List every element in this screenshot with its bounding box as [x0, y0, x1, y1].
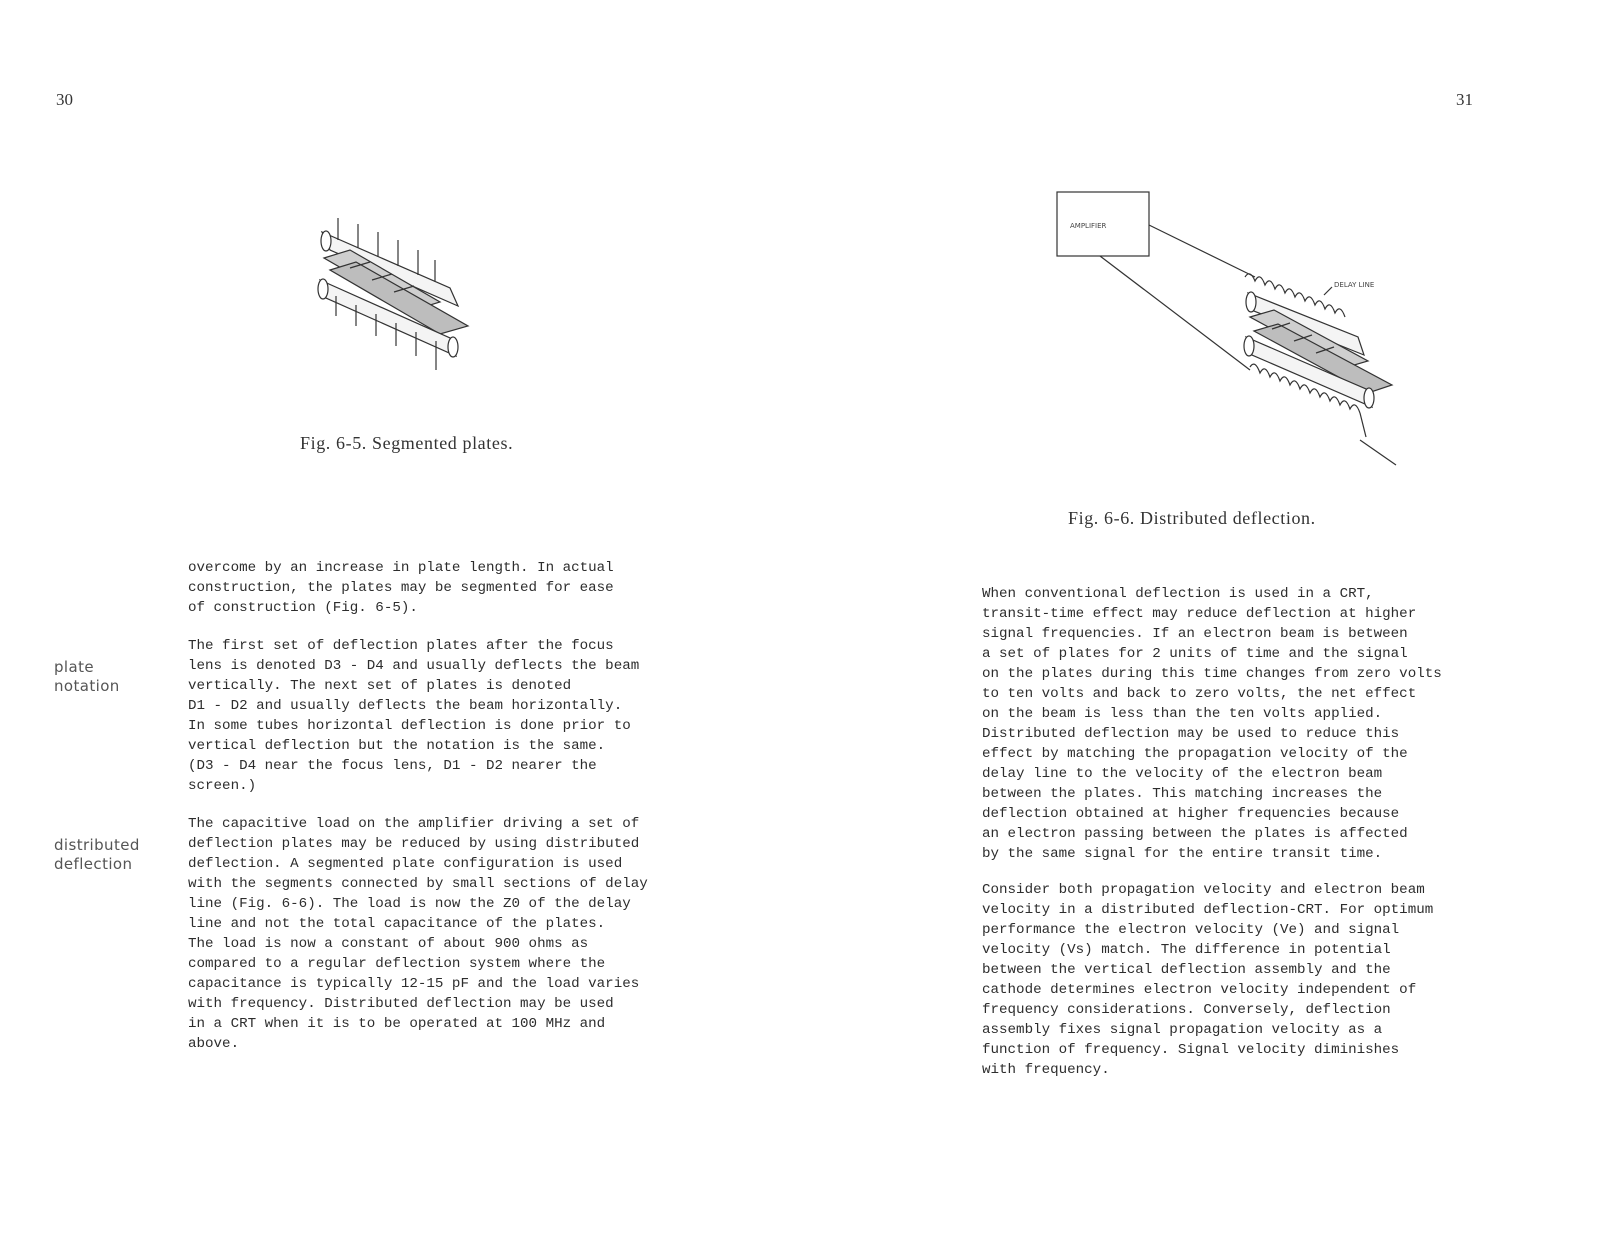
text-line: When conventional deflection is used in a CRT, [982, 586, 1374, 602]
text-line: deflection. A segmented plate configuration is used [188, 856, 623, 872]
amplifier-label: AMPLIFIER [1070, 222, 1107, 230]
paragraph [982, 584, 1442, 864]
text-line: capacitance is typically 12-15 pF and the load varies [188, 976, 640, 992]
text-line: vertically. The next set of plates is denoted [188, 678, 572, 694]
distributed-deflection-figure [1050, 185, 1410, 475]
margin-note-distributed-deflection [54, 836, 140, 874]
text-line: overcome by an increase in plate length. In actual [188, 560, 614, 576]
text-line: effect by matching the propagation velocity of the [982, 746, 1408, 762]
text-line: transit-time effect may reduce deflection at higher [982, 606, 1417, 622]
delay-line-label: DELAY LINE [1334, 281, 1375, 289]
text-line: a set of plates for 2 units of time and the signal [982, 646, 1408, 662]
text-line: line and not the total capacitance of the plates. [188, 916, 606, 932]
text-line: lens is denoted D3 - D4 and usually deflects the beam [188, 658, 640, 674]
text-line: signal frequencies. If an electron beam is between [982, 626, 1408, 642]
text-line: by the same signal for the entire transit time. [982, 846, 1383, 862]
paragraph [188, 636, 639, 796]
paragraph [982, 880, 1433, 1080]
text-line: on the beam is less than the ten volts applied. [982, 706, 1383, 722]
text-line: performance the electron velocity (Ve) and signal [982, 922, 1400, 938]
figure-caption: Fig. 6-6. Distributed deflection. [1068, 508, 1316, 528]
text-line: screen.) [188, 778, 257, 794]
right-page [800, 0, 1600, 1237]
text-line: compared to a regular deflection system where the [188, 956, 606, 972]
text-line: vertical deflection but the notation is the same. [188, 738, 606, 754]
segmented-plates-figure [310, 210, 480, 385]
text-line: in a CRT when it is to be operated at 100 MHz and [188, 1016, 606, 1032]
margin-note-line: plate [54, 658, 94, 676]
text-line: on the plates during this time changes from zero volts [982, 666, 1442, 682]
text-line: frequency considerations. Conversely, deflection [982, 1002, 1391, 1018]
text-line: of construction (Fig. 6-5). [188, 600, 418, 616]
text-line: In some tubes horizontal deflection is done prior to [188, 718, 631, 734]
text-line: deflection plates may be reduced by using distributed [188, 836, 640, 852]
page-number: 31 [1456, 90, 1473, 109]
text-line: with frequency. Distributed deflection may be used [188, 996, 614, 1012]
text-line: between the vertical deflection assembly and the [982, 962, 1391, 978]
text-line: Consider both propagation velocity and electron beam [982, 882, 1425, 898]
paragraph [188, 814, 648, 1054]
text-line: velocity (Vs) match. The difference in potential [982, 942, 1391, 958]
text-line: The load is now a constant of about 900 ohms as [188, 936, 589, 952]
margin-note-line: deflection [54, 855, 133, 873]
text-line: to ten volts and back to zero volts, the net effect [982, 686, 1417, 702]
text-line: cathode determines electron velocity independent of [982, 982, 1417, 998]
text-line: The first set of deflection plates after the focus [188, 638, 614, 654]
text-line: construction, the plates may be segmented for ease [188, 580, 614, 596]
text-line: above. [188, 1036, 240, 1052]
page-number: 30 [56, 90, 73, 109]
text-line: an electron passing between the plates is affected [982, 826, 1408, 842]
figure-caption: Fig. 6-5. Segmented plates. [300, 433, 514, 453]
text-line: assembly fixes signal propagation velocity as a [982, 1022, 1383, 1038]
text-line: delay line to the velocity of the electron beam [982, 766, 1383, 782]
margin-note-line: distributed [54, 836, 140, 854]
paragraph [188, 558, 614, 618]
text-line: The capacitive load on the amplifier driving a set of [188, 816, 640, 832]
text-line: D1 - D2 and usually deflects the beam horizontally. [188, 698, 623, 714]
text-line: with frequency. [982, 1062, 1110, 1078]
text-line: velocity in a distributed deflection-CRT. For optimum [982, 902, 1434, 918]
text-line: line (Fig. 6-6). The load is now the Z0 of the delay [188, 896, 631, 912]
text-line: with the segments connected by small sections of delay [188, 876, 648, 892]
text-line: between the plates. This matching increases the [982, 786, 1383, 802]
text-line: deflection obtained at higher frequencies because [982, 806, 1400, 822]
text-line: (D3 - D4 near the focus lens, D1 - D2 nearer the [188, 758, 597, 774]
margin-note-line: notation [54, 677, 120, 695]
margin-note-plate-notation [54, 658, 120, 696]
text-line: function of frequency. Signal velocity diminishes [982, 1042, 1400, 1058]
text-line: Distributed deflection may be used to reduce this [982, 726, 1400, 742]
